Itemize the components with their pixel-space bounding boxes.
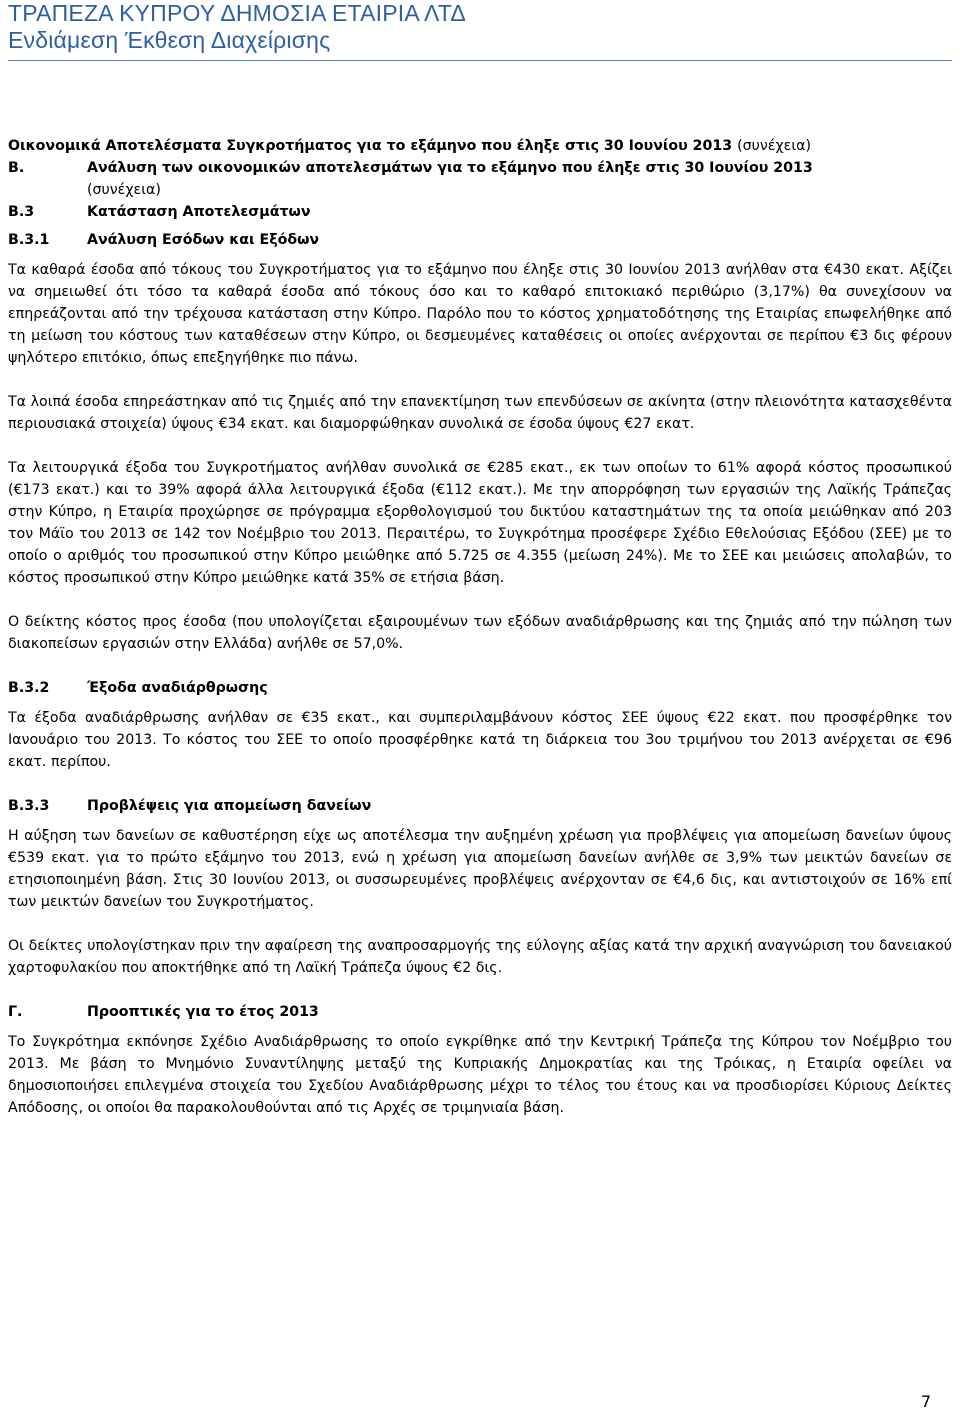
section-b31-title: Ανάλυση Εσόδων και Εξόδων — [87, 232, 320, 248]
page-title-suffix: (συνέχεια) — [737, 138, 812, 154]
section-g-heading — [8, 1001, 952, 1023]
section-b-suffix: (συνέχεια) — [87, 182, 161, 198]
report-name: Ενδιάμεση Έκθεση Διαχείρισης — [8, 27, 331, 53]
section-b-number: Β. — [8, 160, 25, 176]
company-name: ΤΡΑΠΕΖΑ ΚΥΠΡΟΥ ΔΗΜΟΣΙΑ ΕΤΑΙΡΙΑ ΛΤΔ — [8, 0, 466, 26]
section-g-title: Προοπτικές για το έτος 2013 — [87, 1004, 319, 1020]
section-b31-number: Β.3.1 — [8, 232, 50, 248]
paragraph: Η αύξηση των δανείων σε καθυστέρηση είχε ως αποτέλεσμα την αυξημένη χρέωση για προβλέψεις για απομείωση δανείων ύψους €539 εκατ. για το πρώτο εξάμηνο του 2013, ενώ η χρέωση για απομείωση δανείων ανήλθε σε 3,9% των μεικτών δανείων σε ετησιοποιημένη βάση. Στις 30 Ιουνίου 2013, οι συσσωρευμένες προβλέψεις ανέρχονταν σε €4,6 δις, και αντιστοιχούν σε 16% επί των μεικτών δανείων του Συγκροτήματος. — [8, 828, 952, 910]
section-b3-number: Β.3 — [8, 204, 35, 220]
paragraph: Ο δείκτης κόστος προς έσοδα (που υπολογίζεται εξαιρουμένων των εξόδων αναδιάρθρωσης και της ζημιάς από την πώληση των διακοπείσων εργασιών στην Ελλάδα) ανήλθε σε 57,0%. — [8, 614, 952, 652]
section-b-title: Ανάλυση των οικονομικών αποτελεσμάτων για το εξάμηνο που έληξε στις 30 Ιουνίου 2013 (συνέχεια) — [87, 160, 813, 198]
section-g-number: Γ. — [8, 1004, 23, 1020]
paragraph: Τα καθαρά έσοδα από τόκους του Συγκροτήματος για το εξάμηνο που έληξε στις 30 Ιουνίου 2013 ανήλθαν στα €430 εκατ. Αξίζει να σημειωθεί ότι τόσο τα καθαρά έσοδα από τόκους όσο και το καθαρό επιτοκιακό περιθώριο (3,17%) θα συνεχίσουν να επηρεάζονται από την τρέχουσα κατάσταση στην Κύπρο. Παρόλο που το κόστος χρηματοδότησης της Εταιρίας επωφελήθηκε από τη μείωση του κόστους των καταθέσεων στην Κύπρο, οι δεσμευμένες καταθέσεις οι οποίες ανέρχονται σε περίπου €3 δις φέρουν ψηλότερο επιτόκιο, όπως επεξηγήθηκε πιο πάνω. — [8, 262, 952, 366]
section-b3-title: Κατάσταση Αποτελεσμάτων — [87, 204, 311, 220]
section-b-heading — [8, 157, 952, 201]
paragraph: Τα λοιπά έσοδα επηρεάστηκαν από τις ζημιές από την επανεκτίμηση των επενδύσεων σε ακίνητα (στην πλειονότητα κατασχεθέντα περιουσιακά στοιχεία) ύψους €34 εκατ. και διαμορφώθηκαν συνολικά σε έσοδα ύψους €27 εκατ. — [8, 394, 952, 432]
section-b31-heading — [8, 229, 952, 251]
document-body — [8, 135, 952, 1119]
paragraph: Οι δείκτες υπολογίστηκαν πριν την αφαίρεση της αναπροσαρμογής της εύλογης αξίας κατά την αρχική αναγνώριση του δανειακού χαρτοφυλακίου που αποκτήθηκε από τη Λαϊκή Τράπεζα ύψους €2 δις. — [8, 938, 952, 976]
paragraph: Τα έξοδα αναδιάρθρωσης ανήλθαν σε €35 εκατ., και συμπεριλαμβάνουν κόστος ΣΕΕ ύψους €22 εκατ. που προσφέρθηκε τον Ιανουάριο του 2013. Το κόστος του ΣΕΕ το οποίο προσφέρθηκε κατά τη διάρκεια του 3ου τριμήνου του 2013 ανέρχεται σε €96 εκατ. περίπου. — [8, 710, 952, 770]
document-header — [8, 0, 466, 54]
section-b3-heading — [8, 201, 952, 223]
page-title-text: Οικονομικά Αποτελέσματα Συγκροτήματος για το εξάμηνο που έληξε στις 30 Ιουνίου 2013 (συνέχεια) — [8, 138, 812, 154]
section-b33-number: Β.3.3 — [8, 798, 50, 814]
section-b32-title: Έξοδα αναδιάρθρωσης — [87, 680, 268, 696]
page-title — [8, 135, 952, 157]
paragraph: Τα λειτουργικά έξοδα του Συγκροτήματος ανήλθαν συνολικά σε €285 εκατ., εκ των οποίων το 61% αφορά κόστος προσωπικού (€173 εκατ.) και το 39% αφορά άλλα λειτουργικά έξοδα (€112 εκατ.). Με την απορρόφηση των εργασιών της Λαϊκής Τράπεζας στην Κύπρο, η Εταιρία προχώρησε σε πρόγραμμα εξορθολογισμού του δικτύου καταστημάτων της τα οποία μειώθηκαν από 203 τον Μάϊο του 2013 σε 142 τον Νοέμβριο του 2013. Περαιτέρω, το Συγκρότημα προσέφερε Σχέδιο Εθελούσιας Εξόδου (ΣΕΕ) με το οποίο ο αριθμός του προσωπικού στην Κύπρο μειώθηκε από 5.725 σε 4.355 (μείωση 24%). Με το ΣΕΕ και μειώσεις απολαβών, το κόστος προσωπικού στην Κύπρο μειώθηκε κατά 35% σε ετήσια βάση. — [8, 460, 952, 586]
page-number: 7 — [920, 1392, 931, 1411]
header-divider — [8, 60, 952, 61]
section-b32-heading — [8, 677, 952, 699]
section-b33-heading — [8, 795, 952, 817]
section-b33-title: Προβλέψεις για απομείωση δανείων — [87, 798, 372, 814]
paragraph: Το Συγκρότημα εκπόνησε Σχέδιο Αναδιάρθρωσης το οποίο εγκρίθηκε από την Κεντρική Τράπεζα της Κύπρου τον Νοέμβριο του 2013. Με βάση το Μνημόνιο Συναντίληψης μεταξύ της Κυπριακής Δημοκρατίας και της Τρόικας, η Εταιρία οφείλει να δημοσιοποιήσει επιλεγμένα στοιχεία του Σχεδίου Αναδιάρθρωσης μέχρι το τέλος του έτους και να προσδιορίσει Κύριους Δείκτες Απόδοσης, οι οποίοι θα παρακολουθούνται από τις Αρχές σε τριμηνιαία βάση. — [8, 1034, 952, 1116]
section-b32-number: Β.3.2 — [8, 680, 50, 696]
